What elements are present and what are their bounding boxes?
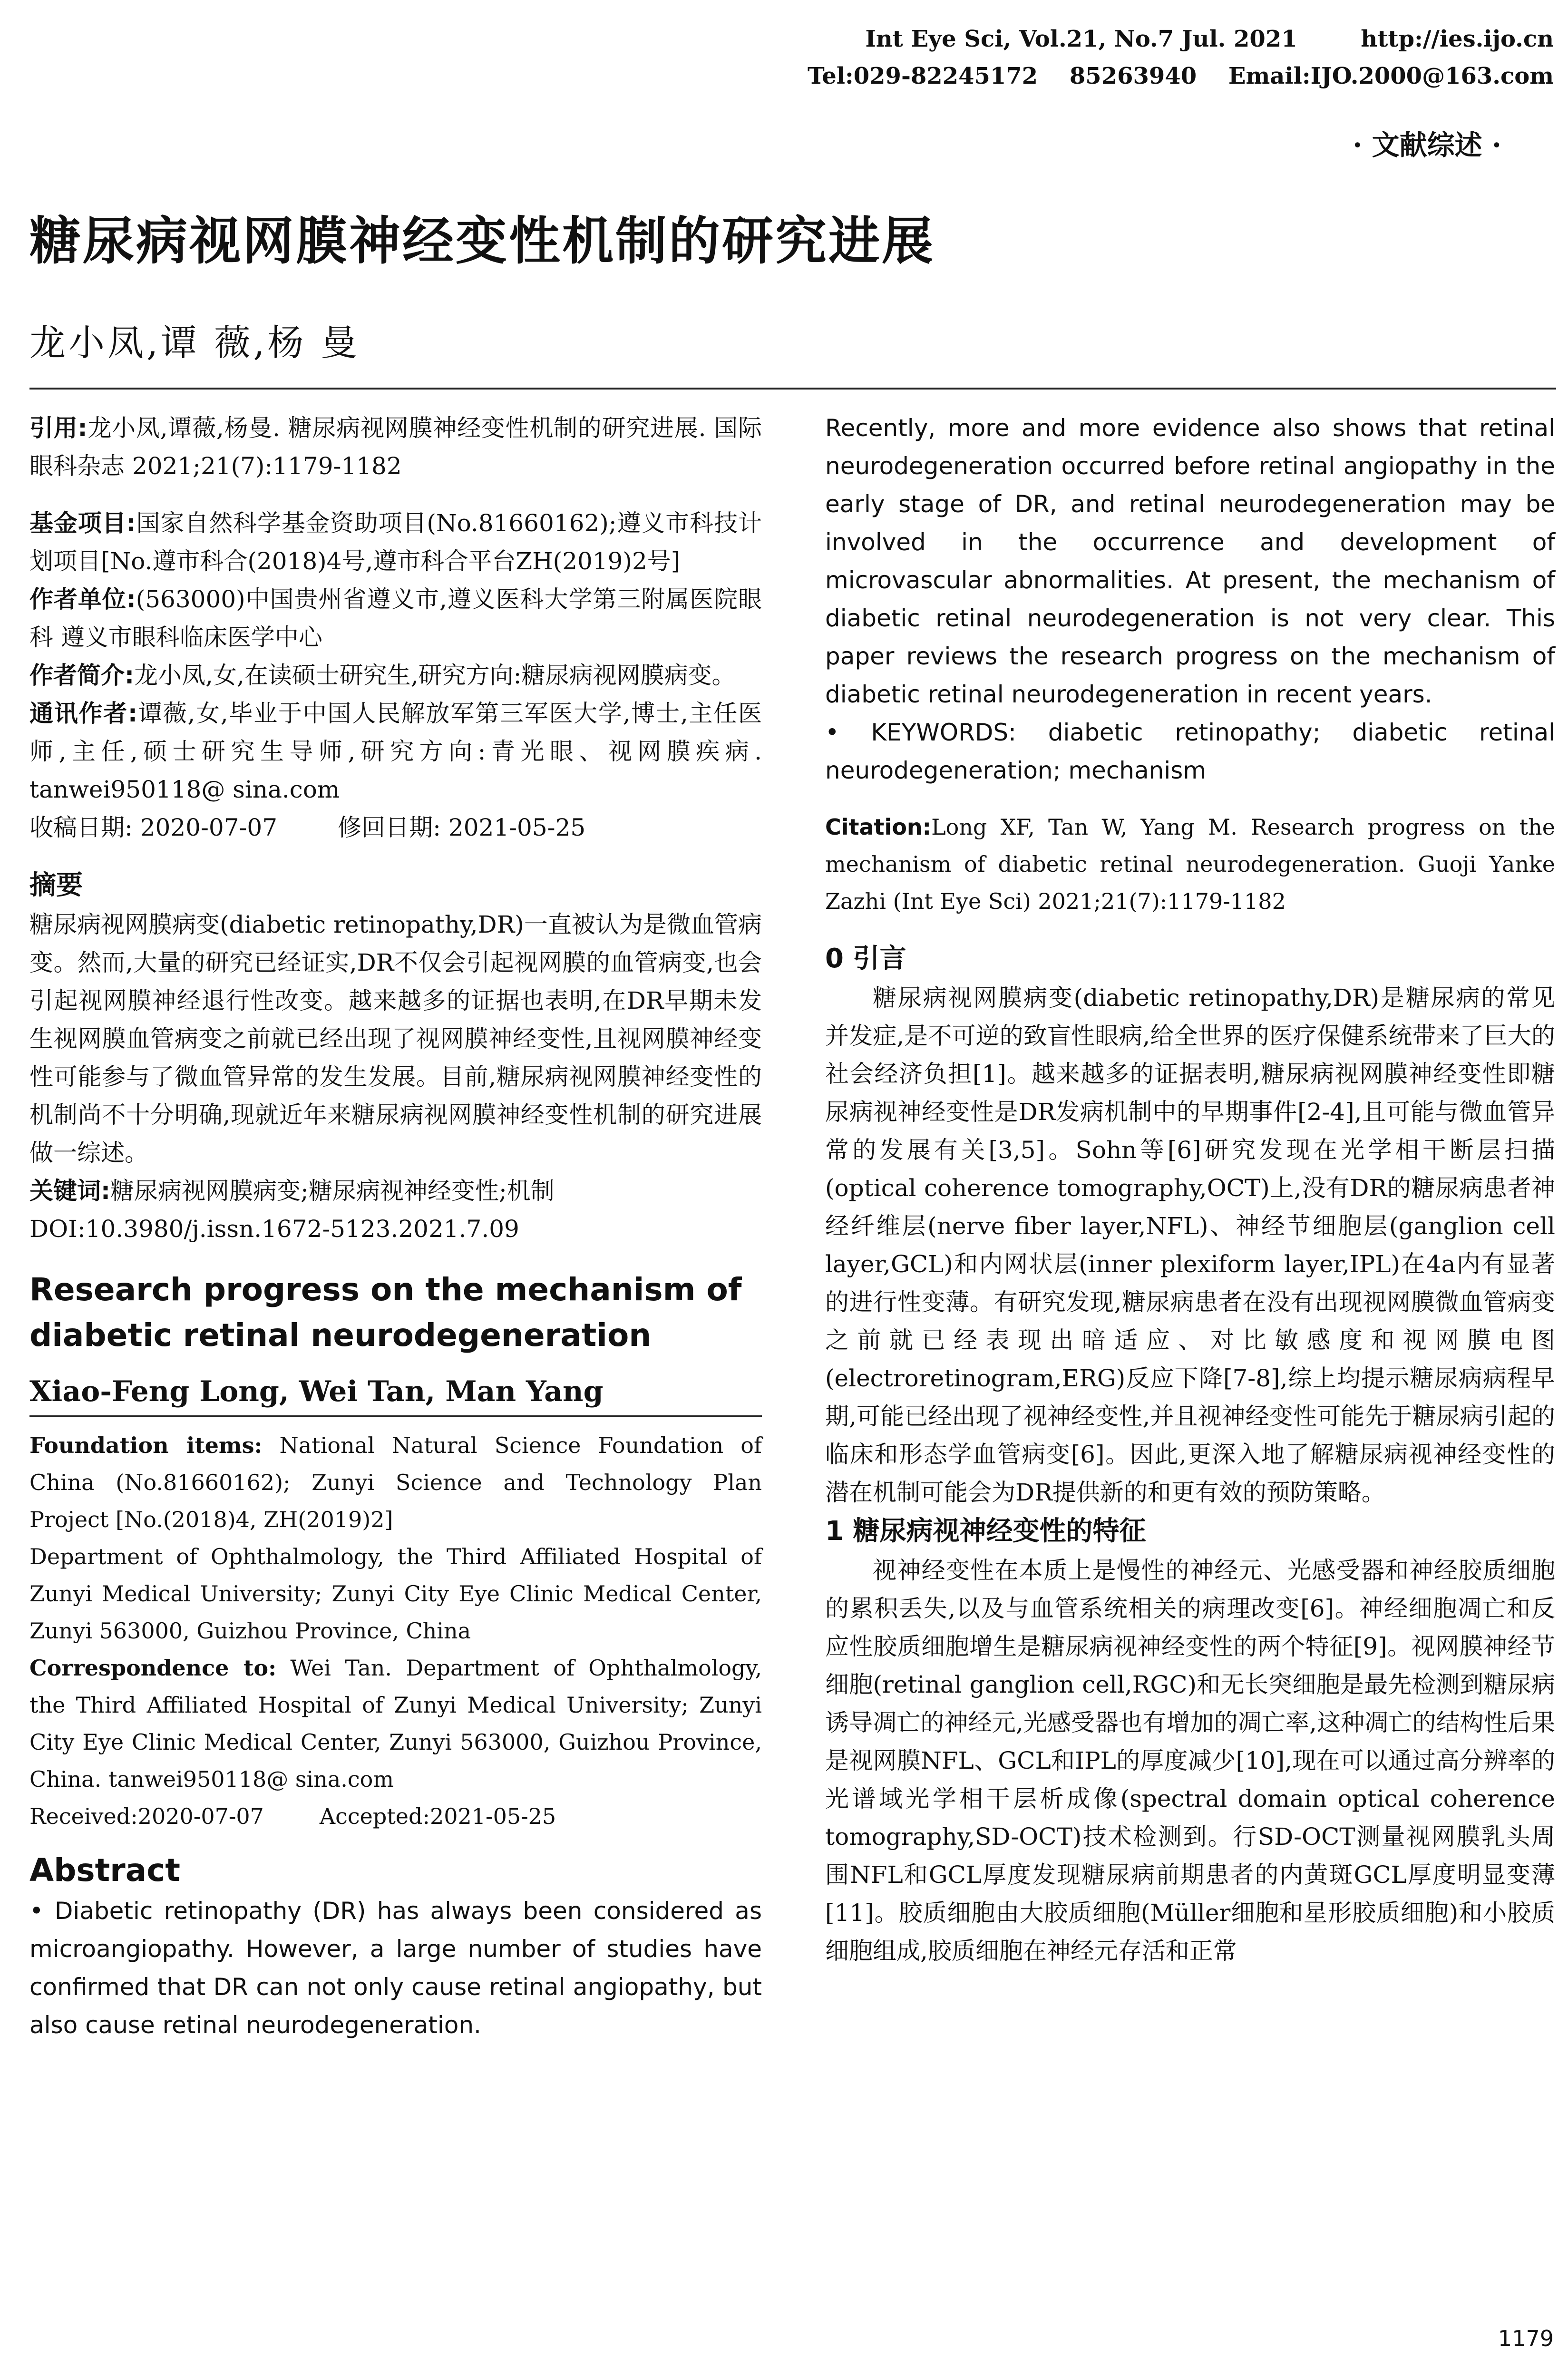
fund-info [29, 504, 762, 580]
keywords-cn [29, 1172, 762, 1210]
article-authors-cn: 龙小凤,谭 薇,杨 曼 [29, 321, 360, 364]
citation-cn-text: 龙小凤,谭薇,杨曼. 糖尿病视网膜神经变性机制的研究进展. 国际眼科杂志 2021;21(7):1179-1182 [29, 414, 762, 480]
corr-label: 通讯作者: [29, 700, 138, 727]
fund-label: 基金项目: [29, 509, 136, 537]
citation-cn-label: 引用: [29, 414, 88, 442]
department: Department of Ophthalmology, the Third Affiliated Hospital of Zunyi Medical University; Zunyi City Eye Clinic Medical Center, Zunyi 563000, Guizhou Province, China [29, 1544, 762, 1644]
corresponding-author [29, 694, 762, 809]
page-number: 1179 [1498, 2326, 1554, 2351]
author-unit [29, 580, 762, 656]
section-1-text: 视神经变性在本质上是慢性的神经元、光感受器和神经胶质细胞的累积丢失,以及与血管系统相关的病理改变[6]。神经细胞凋亡和反应性胶质细胞增生是糖尿病视神经变性的两个特征[9]。视网膜神经节细胞(retinal ganglion cell,RGC)和无长突细胞是最先检测到糖尿病诱导凋亡的神经元,光感受器也有增加的凋亡率,这种凋亡的结构性后果是视网膜NFL、GCL和IPL的厚度减少[10],现在可以通过高分辨率的光谱域光学相干层析成像(spectral domain optical coherence tomography,SD-OCT)技术检测到。行SD-OCT测量视网膜乳头周围NFL和GCL厚度发现糖尿病前期患者的内黄斑GCL厚度明显变薄[11]。胶质细胞由大胶质细胞(Müller细胞和星形胶质细胞)和小胶质细胞组成,胶质细胞在神经元存活和正常 [825, 1557, 1555, 1965]
right-column [825, 409, 1555, 1970]
section-0-text: 糖尿病视网膜病变(diabetic retinopathy,DR)是糖尿病的常见并发症,是不可逆的致盲性眼病,给全世界的医疗保健系统带来了巨大的社会经济负担[1]。越来越多的证据表明,糖尿病视网膜神经变性即糖尿病视神经变性是DR发病机制中的早期事件[2-4],且可能与微血管异常的发展有关[3,5]。Sohn等[6]研究发现在光学相干断层扫描(optical coherence tomography,OCT)上,没有DR的糖尿病患者神经纤维层(nerve fiber layer,NFL)、神经节细胞层(ganglion cell layer,GCL)和内网状层(inner plexiform layer,IPL)在4a内有显著的进行性变薄。有研究发现,糖尿病患者在没有出现视网膜微血管病变之前就已经表现出暗适应、对比敏感度和视网膜电图(electroretinogram,ERG)反应下降[7-8],综上均提示糖尿病病程早期,可能已经出现了视神经变性,并且视神经变性可能先于糖尿病引起的临床和形态学血管病变[6]。因此,更深入地了解糖尿病视神经变性的潜在机制可能会为DR提供新的和更有效的预防策略。 [825, 984, 1555, 1506]
unit-label: 作者单位: [29, 585, 136, 613]
citation-cn [29, 409, 762, 485]
keywords-cn-label: 关键词: [29, 1177, 110, 1205]
left-column [29, 409, 762, 2044]
section-tag: · 文献综述 · [1353, 129, 1501, 161]
correspondence-label: Correspondence to: [29, 1655, 277, 1681]
unit-text: (563000)中国贵州省遵义市,遵义医科大学第三附属医院眼科 遵义市眼科临床医学中心 [29, 585, 762, 651]
citation-en-text: Long XF, Tan W, Yang M. Research progress on the mechanism of diabetic retinal neurodegeneration. Guoji Yanke Zazhi (Int Eye Sci) 2021;21(7):1179-1182 [825, 814, 1555, 914]
abstract-cn-text: 糖尿病视网膜病变(diabetic retinopathy,DR)一直被认为是微血管病变。然而,大量的研究已经证实,DR不仅会引起视网膜的血管病变,也会引起视网膜神经退行性改变。越来越多的证据也表明,在DR早期未发生视网膜血管病变之前就已经出现了视网膜神经变性,且视网膜神经变性可能参与了微血管异常的发生发展。目前,糖尿病视网膜神经变性的机制尚不十分明确,现就近年来糖尿病视网膜神经变性机制的研究进展做一综述。 [29, 911, 762, 1167]
foundation-text: National Natural Science Foundation of China (No.81660162); Zunyi Science and Technology Plan Project [No.(2018)4, ZH(2019)2] [29, 1432, 762, 1532]
section-1-heading: 1 糖尿病视神经变性的特征 [825, 1516, 1146, 1547]
article-title-en: Research progress on the mechanism of diabetic retinal neurodegeneration [29, 1271, 742, 1354]
keywords-cn-text: 糖尿病视网膜病变;糖尿病视神经变性;机制 [110, 1177, 555, 1205]
article-title-cn: 糖尿病视网膜神经变性机制的研究进展 [29, 211, 935, 271]
dates-en: Received:2020-07-07 Accepted:2021-05-25 [29, 1803, 556, 1829]
section-0-heading: 0 引言 [825, 943, 906, 974]
title-divider [29, 388, 1556, 390]
correspondence [29, 1649, 762, 1798]
correspondence-text: Wei Tan. Department of Ophthalmology, the Third Affiliated Hospital of Zunyi Medical University; Zunyi City Eye Clinic Medical Center, Zunyi 563000, Guizhou Province, China. tanwei950118@ sina.com [29, 1655, 762, 1792]
article-authors-en: Xiao-Feng Long, Wei Tan, Man Yang [29, 1375, 604, 1408]
abstract-en-text: • Diabetic retinopathy (DR) has always been considered as microangiopathy. However, a large number of studies have confirmed that DR can not only cause retinal angiopathy, but also cause retinal neurodegeneration. [29, 1897, 762, 2039]
abstract-cn-heading: 摘要 [29, 870, 83, 901]
abstract-en-continued: Recently, more and more evidence also shows that retinal neurodegeneration occurred before retinal angiopathy in the early stage of DR, and retinal neurodegeneration may be involved in the occurrence and development of microvascular abnormalities. At present, the mechanism of diabetic retinal neurodegeneration is not very clear. This paper reviews the research progress on the mechanism of diabetic retinal neurodegeneration in recent years. [825, 414, 1555, 708]
foundation-items [29, 1427, 762, 1538]
fund-text: 国家自然科学基金资助项目(No.81660162);遵义市科技计划项目[No.遵市科合(2018)4号,遵市科合平台ZH(2019)2号] [29, 509, 762, 575]
abstract-en-heading: Abstract [29, 1852, 180, 1889]
bio-text: 龙小凤,女,在读硕士研究生,研究方向:糖尿病视网膜病变。 [134, 662, 736, 689]
foundation-label: Foundation items: [29, 1432, 263, 1458]
journal-header-line2: Tel:029-82245172 85263940 Email:IJO.2000@163.com [808, 63, 1554, 89]
corr-text: 谭薇,女,毕业于中国人民解放军第三军医大学,博士,主任医师,主任,硕士研究生导师,研究方向:青光眼、视网膜疾病. tanwei950118@ sina.com [29, 700, 762, 803]
journal-header-line1: Int Eye Sci, Vol.21, No.7 Jul. 2021 http://ies.ijo.cn [865, 26, 1554, 52]
keywords-en: • KEYWORDS: diabetic retinopathy; diabetic retinal neurodegeneration; mechanism [825, 719, 1555, 784]
citation-en-label: Citation: [825, 814, 932, 840]
en-authors-divider [29, 1415, 762, 1417]
dates-cn: 收稿日期: 2020-07-07 修回日期: 2021-05-25 [29, 814, 586, 841]
citation-en [825, 809, 1555, 920]
bio-label: 作者简介: [29, 662, 134, 689]
author-bio [29, 656, 762, 694]
doi: DOI:10.3980/j.issn.1672-5123.2021.7.09 [29, 1215, 519, 1243]
